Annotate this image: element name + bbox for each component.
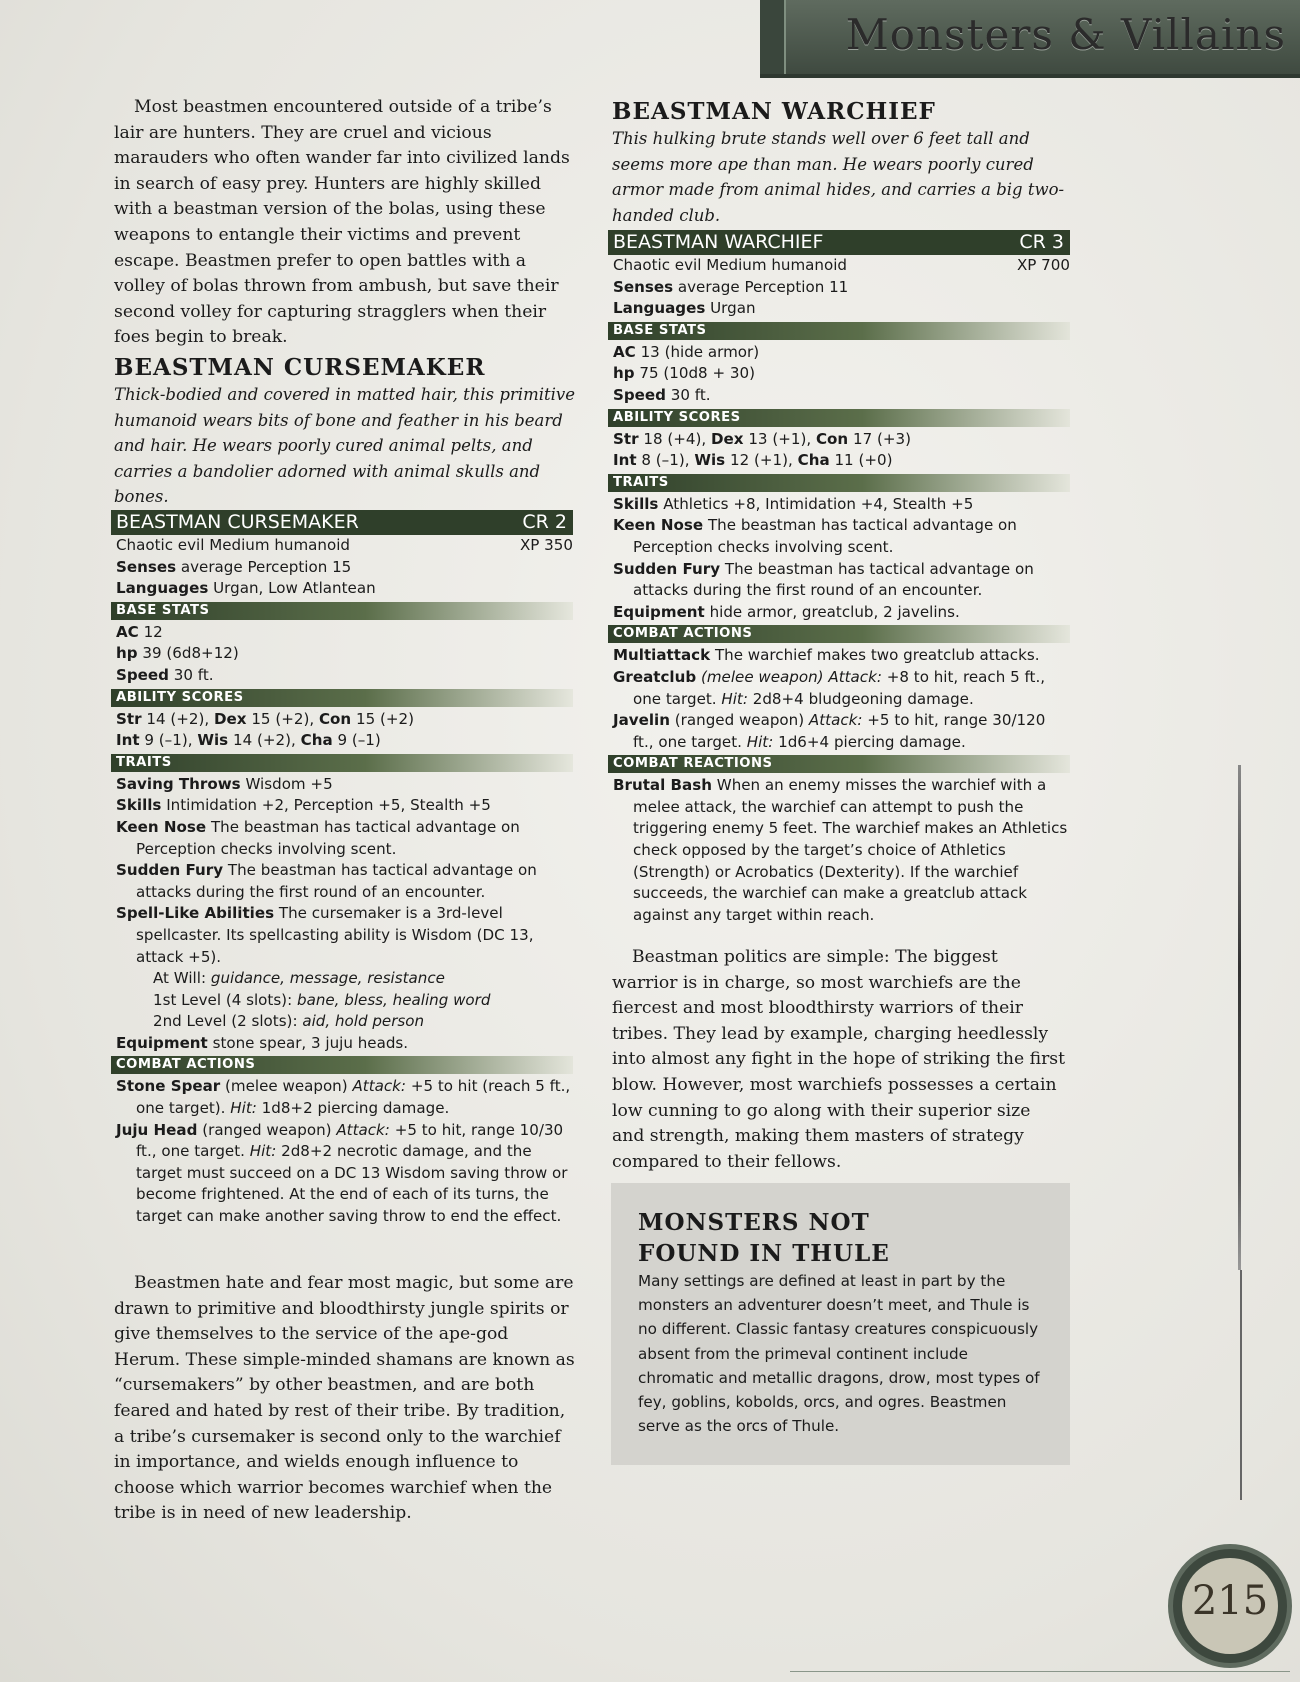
page-edge-ornament-lower (1240, 1270, 1242, 1500)
skills-line: Skills Athletics +8, Intimidation +4, Stealth +5 (613, 494, 974, 513)
statblock-cr: CR 3 (1019, 231, 1064, 253)
languages-line: Languages Urgan (613, 299, 756, 318)
mental-abilities-line: Int 8 (–1), Wis 12 (+1), Cha 11 (+0) (613, 451, 893, 470)
warchief-heading: BEASTMAN WARCHIEF (612, 98, 936, 125)
saving-throws-line: Saving Throws Wisdom +5 (116, 774, 333, 793)
base-stats-bar: BASE STATS (111, 602, 573, 620)
hp-line: hp 75 (10d8 + 30) (613, 364, 755, 383)
statblock-name: BEASTMAN CURSEMAKER (116, 511, 359, 533)
cursemaker-statblock (111, 510, 573, 1228)
cursemaker-flavor-text: Thick-bodied and covered in matted hair, this primitive humanoid wears bits of bone and feather in his beard and hair. He wears poorly cured animal pelts, and carries a bandolier adorned with animal skulls and bones. (114, 385, 575, 506)
ac-line: AC 12 (116, 622, 163, 641)
warchief-politics-paragraph: Beastman politics are simple: The biggest warrior is in charge, so most warchiefs are the fiercest and most bloodthirsty warriors of their tribes. They lead by example, charging heedlessly into almost any fight in the hope of striking the first blow. However, most warchiefs possesses a certain low cunning to go along with their superior size and strength, making them masters of strategy compared to their fellows. (612, 947, 1066, 1172)
combat-actions-bar: COMBAT ACTIONS (111, 1056, 573, 1074)
javelin-action: Javelin (ranged weapon) Attack: +5 to hit, range 30/120 ft., one target. Hit: 1d6+4 piercing damage. (613, 711, 1046, 751)
sudden-fury-trait: Sudden Fury The beastman has tactical advantage on attacks during the first round of an encounter. (116, 861, 537, 901)
brutal-bash-reaction: Brutal Bash When an enemy misses the warchief with a melee attack, the warchief can attempt to push the triggering enemy 5 feet. The warchief makes an Athletics check opposed by the target’s choice of Athletics (Strength) or Acrobatics (Dexterity). If the warchief succeeds, the warchief can make a greatclub attack against any target within reach. (613, 776, 1068, 924)
physical-abilities-line: Str 18 (+4), Dex 13 (+1), Con 17 (+3) (613, 429, 912, 448)
spells-level-1: 1st Level (4 slots): bane, bless, healing word (153, 990, 491, 1009)
hp-line: hp 39 (6d8+12) (116, 644, 239, 663)
creature-xp: XP 700 (1016, 256, 1070, 274)
header-frame-ornament (760, 0, 786, 74)
traits-bar: TRAITS (608, 474, 1070, 492)
juju-head-action: Juju Head (ranged weapon) Attack: +5 to hit, range 10/30 ft., one target. Hit: 2d8+2 necrotic damage, and the target must succeed on a DC 13 Wisdom saving throw or become frightened. At the end of each of its turns, the target can make another saving throw to end the effect. (116, 1120, 568, 1226)
creature-type: Chaotic evil Medium humanoid (116, 536, 351, 554)
sidebar-text: Many settings are defined at least in part by the monsters an adventurer doesn’t meet, and Thule is no different. Classic fantasy creatures conspicuously absent from the primeval continent include chromatic and metallic dragons, drow, most types of fey, goblins, kobolds, orcs, and ogres. Beastmen serve as the orcs of Thule. (638, 1272, 1040, 1436)
page-number: 215 (1191, 1578, 1269, 1624)
spell-like-abilities-trait: Spell-Like Abilities The cursemaker is a 3rd-level spellcaster. Its spellcasting ability is Wisdom (DC 13, attack +5). (116, 904, 534, 966)
physical-abilities-line: Str 14 (+2), Dex 15 (+2), Con 15 (+2) (116, 709, 415, 728)
combat-actions-bar: COMBAT ACTIONS (608, 625, 1070, 643)
ability-scores-bar: ABILITY SCORES (608, 409, 1070, 427)
speed-line: Speed 30 ft. (613, 385, 711, 404)
creature-xp: XP 350 (519, 536, 573, 554)
cursemaker-closing-paragraph: Beastmen hate and fear most magic, but some are drawn to primitive and bloodthirsty jungle spirits or give themselves to the service of the ape-god Herum. These simple-minded shamans are known as “cursemakers” by other beastmen, and are both feared and hated by rest of their tribe. By tradition, a tribe’s cursemaker is second only to the warchief in importance, and wields enough influence to choose which warrior becomes warchief when the tribe is in need of new leadership. (114, 1273, 575, 1524)
base-stats-bar: BASE STATS (608, 322, 1070, 340)
intro-paragraph: Most beastmen encountered outside of a tribe’s lair are hunters. They are cruel and vicious marauders who often wander far into civilized lands in search of easy prey. Hunters are highly skilled with a beastman version of the bolas, using these weapons to entangle their victims and prevent escape. Beastmen prefer to open battles with a volley of bolas thrown from ambush, but save their second volley for capturing stragglers when their foes begin to break. (114, 97, 570, 348)
statblock-title-bar (111, 510, 573, 535)
page-edge-ornament (1238, 765, 1241, 1270)
sudden-fury-trait: Sudden Fury The beastman has tactical advantage on attacks during the first round of an encounter. (613, 559, 1034, 600)
statblock-cr: CR 2 (522, 511, 567, 533)
warchief-flavor-text: This hulking brute stands well over 6 feet tall and seems more ape than man. He wears poorly cured armor made from animal hides, and carries a big two-handed club. (612, 129, 1065, 225)
combat-reactions-bar: COMBAT REACTIONS (608, 755, 1070, 773)
sidebar-box (611, 1183, 1070, 1465)
multiattack-action: Multiattack The warchief makes two greatclub attacks. (613, 646, 1040, 665)
statblock-name: BEASTMAN WARCHIEF (613, 231, 824, 253)
languages-line: Languages Urgan, Low Atlantean (116, 579, 376, 598)
spells-at-will: At Will: guidance, message, resistance (153, 969, 445, 988)
greatclub-action: Greatclub (melee weapon) Attack: +8 to hit, reach 5 ft., one target. Hit: 2d8+4 bludgeoning damage. (613, 667, 1046, 708)
ac-line: AC 13 (hide armor) (613, 342, 760, 361)
senses-line: Senses average Perception 11 (613, 277, 849, 296)
mental-abilities-line: Int 9 (–1), Wis 14 (+2), Cha 9 (–1) (116, 731, 381, 750)
equipment-line: Equipment hide armor, greatclub, 2 javelins. (613, 602, 960, 621)
speed-line: Speed 30 ft. (116, 665, 214, 684)
keen-nose-trait: Keen Nose The beastman has tactical advantage on Perception checks involving scent. (613, 516, 1017, 556)
keen-nose-trait: Keen Nose The beastman has tactical advantage on Perception checks involving scent. (116, 817, 520, 858)
warchief-statblock (608, 230, 1070, 926)
senses-line: Senses average Perception 15 (116, 557, 352, 576)
skills-line: Skills Intimidation +2, Perception +5, Stealth +5 (116, 796, 491, 815)
equipment-line: Equipment stone spear, 3 juju heads. (116, 1033, 409, 1052)
statblock-title-bar (608, 230, 1070, 255)
header-rune-border (790, 1671, 1290, 1680)
stone-spear-action: Stone Spear (melee weapon) Attack: +5 to hit (reach 5 ft., one target). Hit: 1d8+2 piercing damage. (116, 1077, 571, 1118)
ability-scores-bar: ABILITY SCORES (111, 689, 573, 707)
traits-bar: TRAITS (111, 754, 573, 772)
statblock-type-row (608, 255, 1070, 277)
chapter-title: Monsters & Villains (845, 10, 1286, 59)
creature-type: Chaotic evil Medium humanoid (613, 256, 848, 274)
cursemaker-heading: BEASTMAN CURSEMAKER (114, 354, 486, 381)
spells-level-2: 2nd Level (2 slots): aid, hold person (153, 1012, 425, 1031)
sidebar-title: MONSTERS NOT FOUND IN THULE (638, 1209, 890, 1267)
statblock-type-row (111, 535, 573, 557)
